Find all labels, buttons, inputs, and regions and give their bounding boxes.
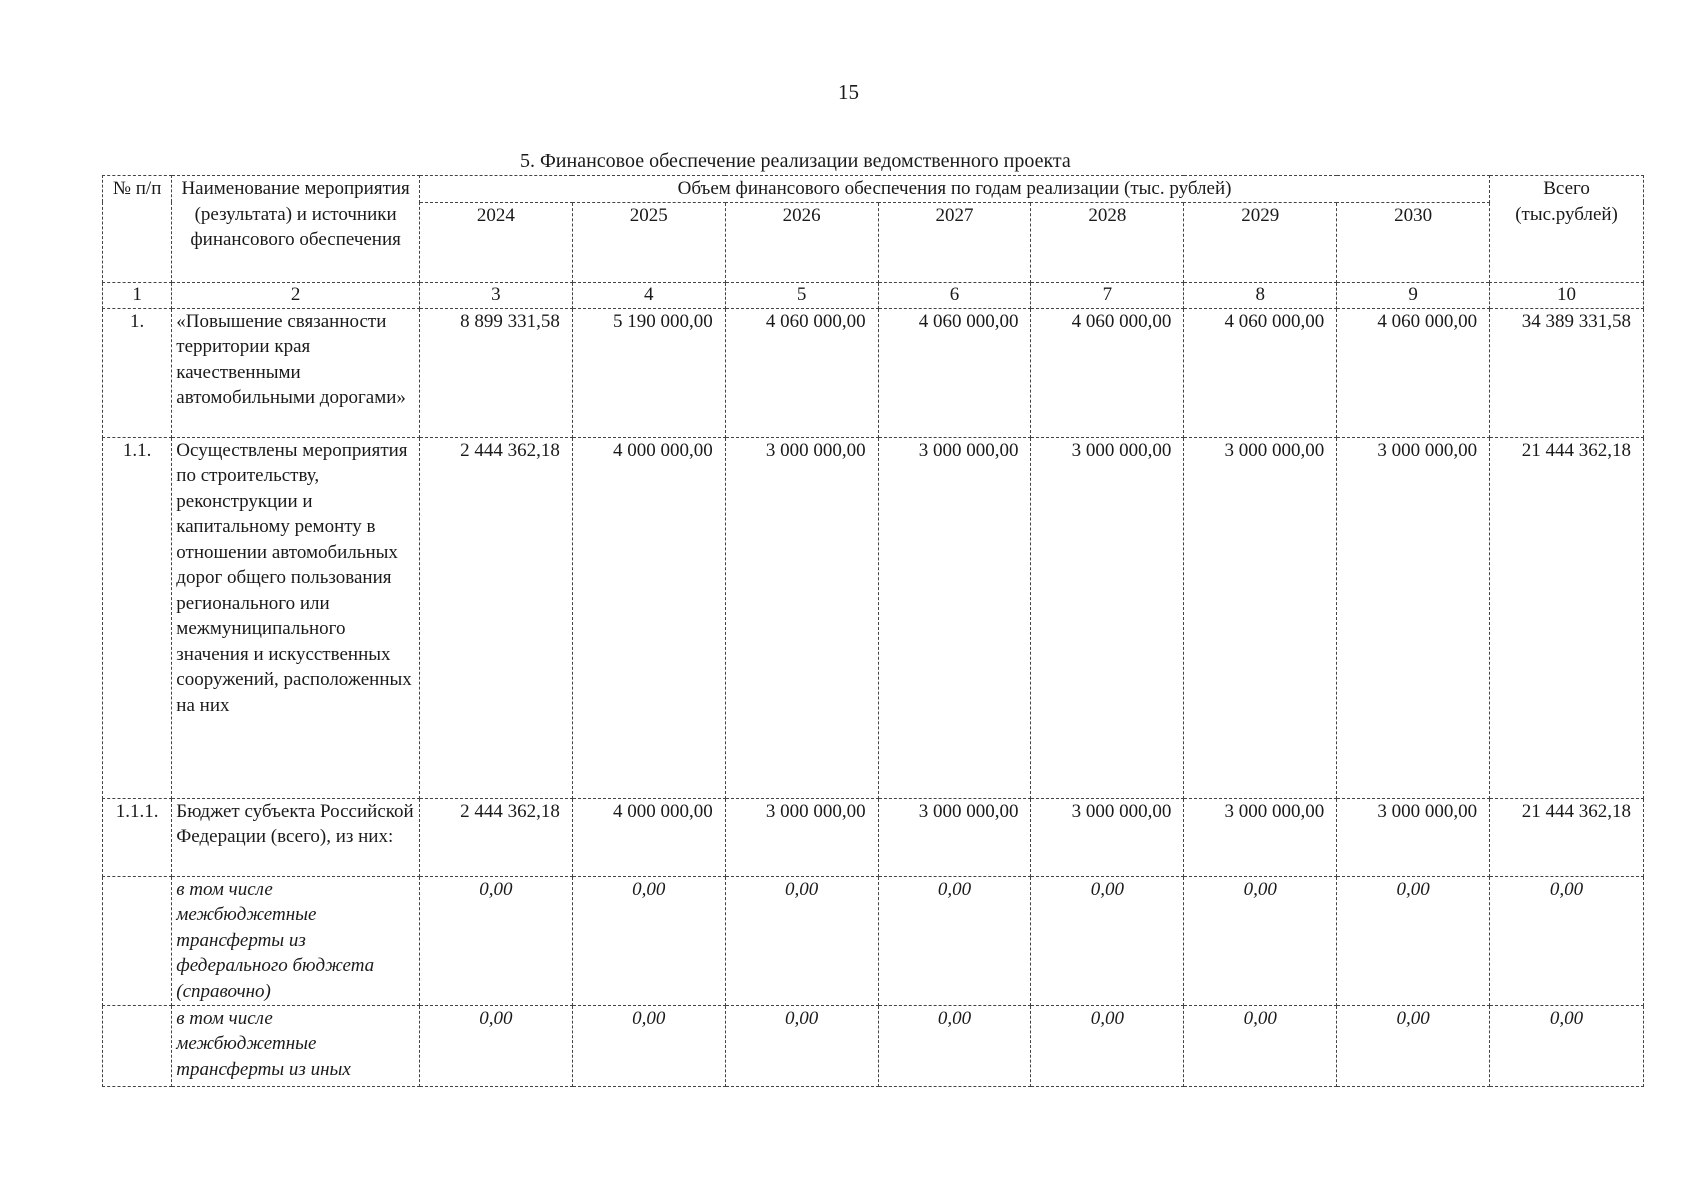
- row-name: Бюджет субъекта Российской Федерации (всего), из них:: [172, 798, 420, 876]
- header-name: Наименование мероприятия (результата) и источники финансового обеспечения: [172, 176, 420, 283]
- header-year: 2029: [1184, 202, 1337, 282]
- row-value: 0,00: [1184, 1005, 1337, 1086]
- row-number: 1.1.1.: [103, 798, 172, 876]
- row-total: 0,00: [1490, 1005, 1644, 1086]
- row-value: 0,00: [1031, 876, 1184, 1005]
- row-value: 3 000 000,00: [1031, 798, 1184, 876]
- header-row-1: [103, 176, 1644, 203]
- row-number: [103, 876, 172, 1005]
- row-value: 8 899 331,58: [419, 308, 572, 437]
- row-value: 3 000 000,00: [1184, 437, 1337, 798]
- row-value: 0,00: [419, 1005, 572, 1086]
- row-value: 4 060 000,00: [1031, 308, 1184, 437]
- row-total: 21 444 362,18: [1490, 798, 1644, 876]
- row-value: 3 000 000,00: [1031, 437, 1184, 798]
- column-index: 8: [1184, 282, 1337, 308]
- header-year: 2024: [419, 202, 572, 282]
- row-value: 2 444 362,18: [419, 798, 572, 876]
- column-index: 7: [1031, 282, 1184, 308]
- row-name: Осуществлены мероприятия по строительству, реконструкции и капитальному ремонту в отношении автомобильных дорог общего пользования регионального или межмуниципального значения и искусственных сооружений, расположенных на них: [172, 437, 420, 798]
- header-volume: Объем финансового обеспечения по годам реализации (тыс. рублей): [419, 176, 1489, 203]
- header-year: 2030: [1337, 202, 1490, 282]
- column-index: 2: [172, 282, 420, 308]
- row-value: 4 000 000,00: [572, 798, 725, 876]
- row-number: 1.1.: [103, 437, 172, 798]
- row-value: 4 060 000,00: [725, 308, 878, 437]
- row-value: 0,00: [572, 1005, 725, 1086]
- row-value: 0,00: [572, 876, 725, 1005]
- row-value: 5 190 000,00: [572, 308, 725, 437]
- header-year: 2027: [878, 202, 1031, 282]
- header-year: 2025: [572, 202, 725, 282]
- row-value: 0,00: [878, 1005, 1031, 1086]
- row-total: 34 389 331,58: [1490, 308, 1644, 437]
- header-total: Всего (тыс.рублей): [1490, 176, 1644, 283]
- table-row: [103, 876, 1644, 1005]
- header-year: 2028: [1031, 202, 1184, 282]
- row-value: 3 000 000,00: [725, 798, 878, 876]
- row-value: 3 000 000,00: [1337, 798, 1490, 876]
- table-row: [103, 1005, 1644, 1086]
- row-name: в том числе межбюджетные трансферты из федерального бюджета (справочно): [172, 876, 420, 1005]
- column-index: 6: [878, 282, 1031, 308]
- column-index-row: [103, 282, 1644, 308]
- row-value: 3 000 000,00: [725, 437, 878, 798]
- table-row: [103, 437, 1644, 798]
- row-total: 0,00: [1490, 876, 1644, 1005]
- column-index: 9: [1337, 282, 1490, 308]
- column-index: 1: [103, 282, 172, 308]
- row-value: 3 000 000,00: [1184, 798, 1337, 876]
- row-value: 3 000 000,00: [1337, 437, 1490, 798]
- row-value: 4 060 000,00: [1184, 308, 1337, 437]
- row-value: 0,00: [878, 876, 1031, 1005]
- row-value: 0,00: [1184, 876, 1337, 1005]
- financing-table: [102, 175, 1644, 1087]
- column-index: 5: [725, 282, 878, 308]
- row-value: 0,00: [1031, 1005, 1184, 1086]
- row-value: 4 000 000,00: [572, 437, 725, 798]
- header-num: № п/п: [103, 176, 172, 283]
- row-name: в том числе межбюджетные трансферты из иных: [172, 1005, 420, 1086]
- row-value: 0,00: [725, 1005, 878, 1086]
- row-value: 2 444 362,18: [419, 437, 572, 798]
- table-row: [103, 798, 1644, 876]
- column-index: 4: [572, 282, 725, 308]
- row-name: «Повышение связанности территории края качественными автомобильными дорогами»: [172, 308, 420, 437]
- row-value: 4 060 000,00: [878, 308, 1031, 437]
- row-value: 3 000 000,00: [878, 437, 1031, 798]
- row-value: 0,00: [725, 876, 878, 1005]
- page-number: 15: [838, 80, 859, 104]
- column-index: 3: [419, 282, 572, 308]
- column-index: 10: [1490, 282, 1644, 308]
- row-value: 0,00: [419, 876, 572, 1005]
- header-year: 2026: [725, 202, 878, 282]
- row-number: [103, 1005, 172, 1086]
- section-title: 5. Финансовое обеспечение реализации ведомственного проекта: [520, 150, 1071, 172]
- row-value: 3 000 000,00: [878, 798, 1031, 876]
- row-number: 1.: [103, 308, 172, 437]
- row-value: 0,00: [1337, 876, 1490, 1005]
- row-value: 4 060 000,00: [1337, 308, 1490, 437]
- table-row: [103, 308, 1644, 437]
- row-total: 21 444 362,18: [1490, 437, 1644, 798]
- row-value: 0,00: [1337, 1005, 1490, 1086]
